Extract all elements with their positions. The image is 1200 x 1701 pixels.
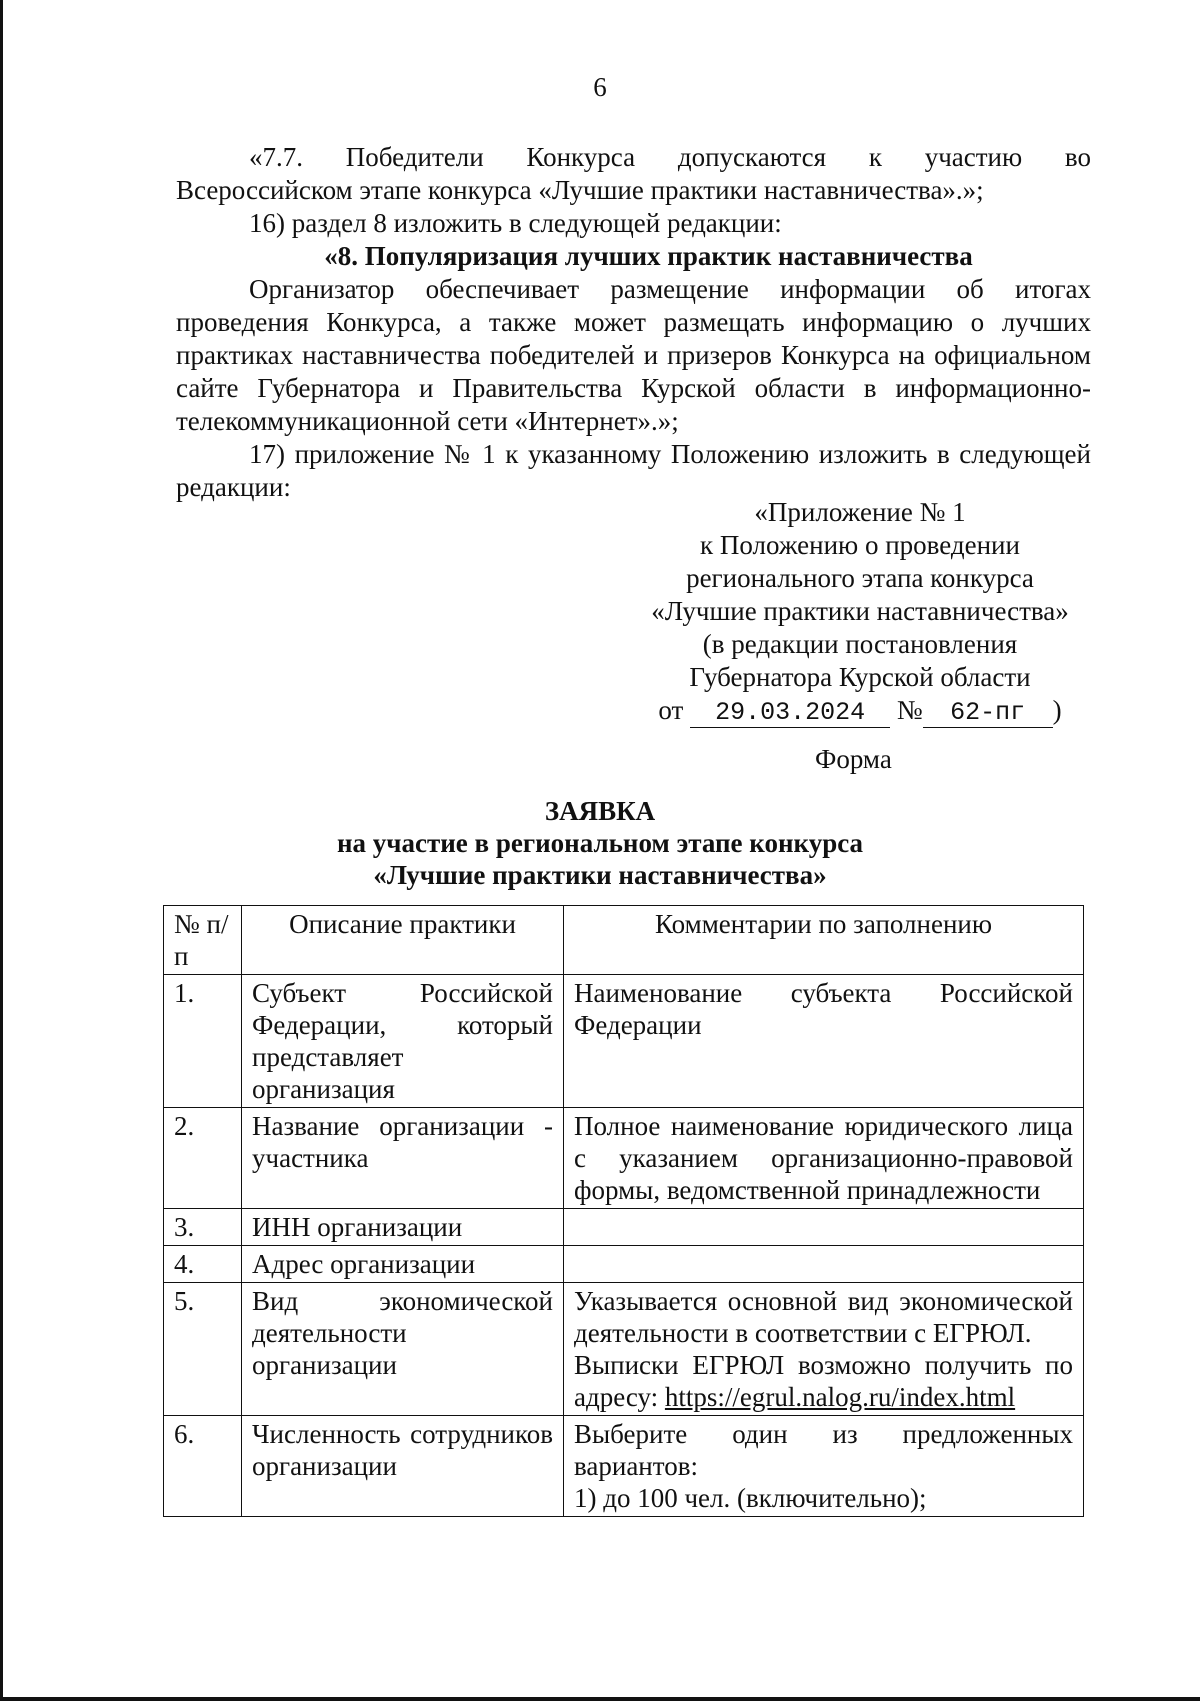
table-row (164, 1209, 1084, 1246)
table-row (164, 975, 1084, 1108)
row-number: 6. (164, 1416, 242, 1517)
form-label: Форма (815, 744, 892, 774)
row-comment: Указывается основной вид экономической деятельности в соответствии с ЕГРЮЛ. (574, 1286, 1073, 1348)
row-comment: Выберите один из предложенных вариантов: (574, 1419, 1073, 1481)
closing-paren: ) (1052, 695, 1062, 725)
appendix-line4: «Лучшие практики наставничества» (651, 596, 1069, 626)
row-number: 1. (164, 975, 242, 1108)
table-row (164, 1283, 1084, 1416)
paragraph-7-7-line2: Всероссийском этапе конкурса «Лучшие практики наставничества».»; (176, 175, 984, 205)
application-table (163, 905, 1084, 1517)
page-number: 6 (593, 72, 607, 102)
row-number: 2. (164, 1108, 242, 1209)
row-comment-extra: 1) до 100 чел. (включительно); (574, 1483, 927, 1513)
row-description: Численность сотрудников организации (242, 1416, 564, 1517)
row-comment (564, 1209, 1084, 1246)
paragraph-organizer: Организатор обеспечивает размещение информации об итогах проведения Конкурса, а также может размещать информацию о лучших практиках наставничества победителей и призеров Конкурса на официальном сайте Губернатора и Правительства Курской области в информационно-телекоммуникационной сети «Интернет».»; (176, 274, 1091, 436)
application-subtitle-line1: на участие в региональном этапе конкурса (336, 828, 864, 858)
number-prefix: № (896, 695, 923, 725)
table-row (164, 1108, 1084, 1209)
application-title-block (0, 795, 1200, 891)
row-comment-cell (564, 1416, 1084, 1517)
row-comment (564, 1246, 1084, 1283)
application-subtitle-line2: «Лучшие практики наставничества» (373, 860, 827, 890)
body-text-block (176, 141, 1091, 504)
row-comment: Наименование субъекта Российской Федерации (564, 975, 1084, 1108)
header-description: Описание практики (242, 906, 564, 975)
row-number: 4. (164, 1246, 242, 1283)
table-header-row (164, 906, 1084, 975)
header-number: № п/п (164, 906, 242, 975)
paragraph-17: 17) приложение № 1 к указанному Положению изложить в следующей редакции: (176, 439, 1091, 502)
row-comment: Полное наименование юридического лица с указанием организационно-правовой формы, ведомственной принадлежности (564, 1108, 1084, 1209)
appendix-date-line (600, 694, 1120, 728)
row-number: 5. (164, 1283, 242, 1416)
row-comment-extra-text: Выписки ЕГРЮЛ возможно получить по адресу: (574, 1350, 1073, 1412)
row-comment-cell (564, 1283, 1084, 1416)
appendix-line6: Губернатора Курской области (689, 662, 1031, 692)
appendix-header (600, 496, 1120, 728)
decree-date: 29.03.2024 (690, 699, 890, 728)
egrul-link[interactable]: https://egrul.nalog.ru/index.html (664, 1382, 1016, 1412)
section-8-heading: «8. Популяризация лучших практик наставничества (324, 241, 973, 271)
row-description: Вид экономической деятельности организации (242, 1283, 564, 1416)
paragraph-7-7-line1: «7.7. Победители Конкурса допускаются к участию во (249, 142, 1091, 172)
row-description: ИНН организации (242, 1209, 564, 1246)
row-description: Адрес организации (242, 1246, 564, 1283)
table-row (164, 1246, 1084, 1283)
application-title: ЗАЯВКА (544, 796, 656, 826)
row-description: Субъект Российской Федерации, который представляет организация (242, 975, 564, 1108)
date-prefix: от (658, 695, 684, 725)
scan-edge-bottom (0, 1697, 1200, 1701)
decree-number: 62-пг (923, 699, 1053, 728)
appendix-line5: (в редакции постановления (702, 629, 1018, 659)
table-row (164, 1416, 1084, 1517)
header-comments: Комментарии по заполнению (564, 906, 1084, 975)
appendix-line2: к Положению о проведении (700, 530, 1020, 560)
row-number: 3. (164, 1209, 242, 1246)
appendix-line3: регионального этапа конкурса (686, 563, 1034, 593)
appendix-line1: «Приложение № 1 (754, 497, 966, 527)
row-comment-extra (574, 1349, 1073, 1413)
row-description: Название организации - участника (242, 1108, 564, 1209)
paragraph-16: 16) раздел 8 изложить в следующей редакции: (249, 208, 782, 238)
